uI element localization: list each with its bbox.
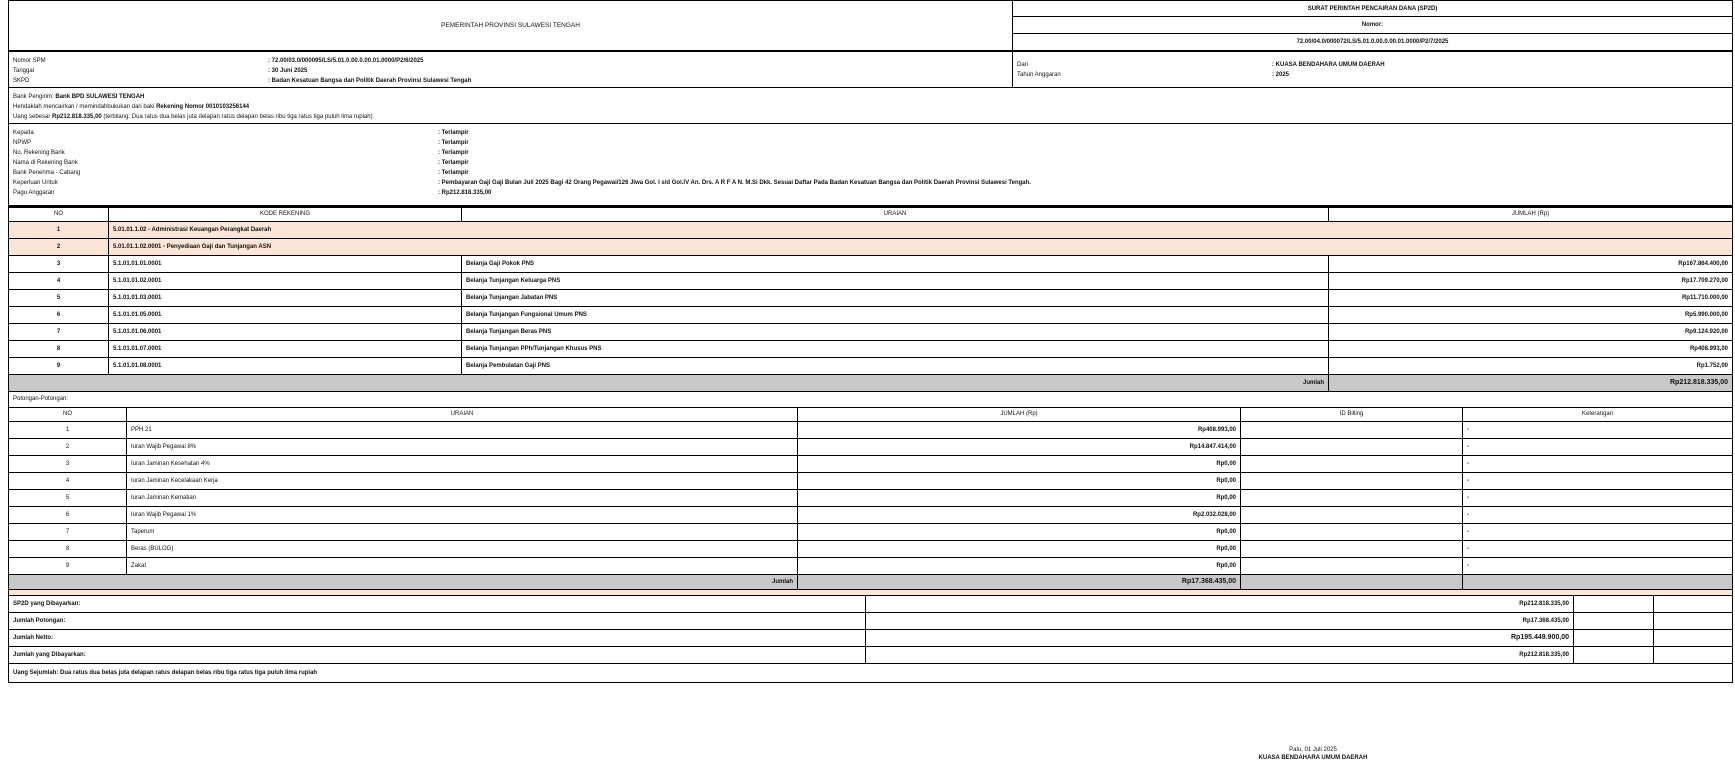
header-table bbox=[8, 0, 1733, 51]
recipient-row: Kepada : Terlampir bbox=[13, 130, 469, 136]
nomor-value: 72.00/04.0/000072/LS/5.01.0.00.0.00.01.0000/P2/7/2025 bbox=[1013, 34, 1733, 51]
spm-table bbox=[8, 51, 1733, 88]
spm-info bbox=[9, 52, 1013, 88]
sender-bank: Bank BPD SULAWESI TENGAH bbox=[55, 94, 145, 100]
nomor-label: Nomor: bbox=[1013, 17, 1733, 34]
document-title: SURAT PERINTAH PENCAIRAN DANA (SP2D) bbox=[1013, 1, 1733, 17]
terbilang-row: Uang Sejumlah: Dua ratus dua belas juta delapan ratus delapan belas ribu tiga ratus tiga puluh lima rupiah bbox=[8, 664, 1733, 683]
recipient-row: Keperluan Untuk : Pembayaran Gaji Gaji Bulan Juli 2025 Bagi 42 Orang Pegawai/126 Jiwa Gol. I s/d Gol.IV An. Drs. A R F A N. M.Si Dkk. Sesuai Daftar Pada Badan Kesatuan Bangsa dan Politik Daerah Provinsi Sulawesi Tengah. bbox=[13, 180, 1031, 186]
account-row: 4 5.1.01.01.02.0001 Belanja Tunjangan Keluarga PNS Rp17.709.270,00 bbox=[9, 272, 1733, 289]
total-value: Rp212.818.335,00 bbox=[1329, 374, 1733, 391]
deduction-row: 5 Iuran Jaminan Kematian Rp0,00 - bbox=[9, 489, 1733, 506]
place-date: Palu, 01 Juli 2025 bbox=[1289, 747, 1337, 753]
source-row: Tahun Anggaran : 2025 bbox=[1017, 72, 1290, 78]
sp2d-document bbox=[8, 0, 1733, 761]
government-title: PEMERINTAH PROVINSI SULAWESI TENGAH bbox=[9, 1, 1013, 51]
deduction-row: 6 Iuran Wajib Pegawai 1% Rp2.032.028,00 - bbox=[9, 506, 1733, 523]
recipient-row: NPWP : Terlampir bbox=[13, 140, 469, 146]
deductions-header-row: NO URAIAN JUMLAH (Rp) ID Billing Keterangan bbox=[9, 407, 1733, 421]
summary-row: Jumlah Netto: Rp195.449.900,00 bbox=[9, 629, 1733, 646]
recipient-row: Nama di Rekening Bank : Terlampir bbox=[13, 160, 469, 166]
recipient-row: Pagu Anggaran : Rp212.818.335,00 bbox=[13, 190, 492, 196]
deduction-row: 4 Iuran Jaminan Kecelakaan Kerja Rp0,00 - bbox=[9, 472, 1733, 489]
summary-row: SP2D yang Dibayarkan: Rp212.818.335,00 bbox=[9, 595, 1733, 612]
signature-block bbox=[1203, 747, 1423, 761]
terbilang-value: Dua ratus dua belas juta delapan ratus delapan belas ribu tiga ratus tiga puluh lima rupiah bbox=[60, 669, 318, 676]
account-row: 5 5.1.01.01.03.0001 Belanja Tunjangan Jabatan PNS Rp11.710.000,00 bbox=[9, 289, 1733, 306]
amount: Rp212.818.335,00 bbox=[52, 114, 102, 120]
summary-table bbox=[8, 595, 1733, 664]
account-row: 7 5.1.01.01.06.0001 Belanja Tunjangan Beras PNS Rp9.124.920,00 bbox=[9, 323, 1733, 340]
source-row: Dari : KUASA BENDAHARA UMUM DAERAH bbox=[1017, 62, 1385, 68]
account-row: 1 5.01.01.1.02 - Administrasi Keuangan Perangkat Daerah bbox=[9, 221, 1733, 238]
summary-row: Jumlah yang Dibayarkan: Rp212.818.335,00 bbox=[9, 646, 1733, 663]
recipient-row: Bank Penerima - Cabang : Terlampir bbox=[13, 170, 469, 176]
account-row: 8 5.1.01.01.07.0001 Belanja Tunjangan PPh/Tunjangan Khusus PNS Rp408.993,00 bbox=[9, 340, 1733, 357]
deductions-table bbox=[8, 407, 1733, 590]
signer-role: KUASA BENDAHARA UMUM DAERAH bbox=[1258, 755, 1368, 761]
account-table bbox=[8, 206, 1733, 392]
source-info bbox=[1013, 52, 1733, 88]
recipient-row: No. Rekening Bank : Terlampir bbox=[13, 150, 469, 156]
spm-row: Nomor SPM : 72.00/03.0/000095/LS/5.01.0.00.0.00.01.0000/P2/6/2025 bbox=[13, 58, 424, 64]
deduction-row: 2 Iuran Wajib Pegawai 8% Rp14.847.414,00 - bbox=[9, 438, 1733, 455]
account-row: 6 5.1.01.01.05.0001 Belanja Tunjangan Fungsional Umum PNS Rp5.990.000,00 bbox=[9, 306, 1733, 323]
spm-row: SKPD : Badan Kesatuan Bangsa dan Politik Daerah Provinsi Sulawesi Tengah bbox=[13, 78, 472, 84]
account-row: 9 5.1.01.01.08.0001 Belanja Pembulatan Gaji PNS Rp1.752,00 bbox=[9, 357, 1733, 374]
deduction-row: 1 PPH 21 Rp408.993,00 - bbox=[9, 421, 1733, 438]
deductions-title: Potongan-Potongan: bbox=[8, 392, 1733, 407]
deductions-total-value: Rp17.368.435,00 bbox=[798, 574, 1241, 589]
total-label: Jumlah bbox=[9, 374, 1329, 391]
recipient-section bbox=[8, 124, 1733, 206]
spm-row: Tanggal : 30 Juni 2025 bbox=[13, 68, 308, 74]
summary-row: Jumlah Potongan: Rp17.368.435,00 bbox=[9, 612, 1733, 629]
deduction-row: 3 Iuran Jaminan Kesehatan 4% Rp0,00 - bbox=[9, 455, 1733, 472]
deduction-row: 8 Beras (BULOG) Rp0,00 - bbox=[9, 540, 1733, 557]
account-total-row bbox=[9, 374, 1733, 391]
account-row: 3 5.1.01.01.01.0001 Belanja Gaji Pokok PNS Rp167.864.400,00 bbox=[9, 255, 1733, 272]
deductions-total-row: Jumlah Rp17.368.435,00 bbox=[9, 574, 1733, 589]
account-header-row: NO KODE REKENING URAIAN JUMLAH (Rp) bbox=[9, 207, 1733, 221]
bank-section: Bank Pengirim: Bank BPD SULAWESI TENGAH Hendaklah mencairkan / memindahbukukan dari baki Rekening Nomor 0010103256144 Uang sebesar Rp212.818.335,00 (terbilang: Dua ratus dua belas juta delapan ratus delapan belas ribu tiga ratus tiga puluh lima rupiah) bbox=[8, 88, 1733, 124]
account-row: 2 5.01.01.1.02.0001 - Penyediaan Gaji dan Tunjangan ASN bbox=[9, 238, 1733, 255]
deduction-row: 7 Taperum Rp0,00 - bbox=[9, 523, 1733, 540]
deduction-row: 9 Zakat Rp0,00 - bbox=[9, 557, 1733, 574]
account-number: Rekening Nomor 0010103256144 bbox=[156, 104, 250, 110]
